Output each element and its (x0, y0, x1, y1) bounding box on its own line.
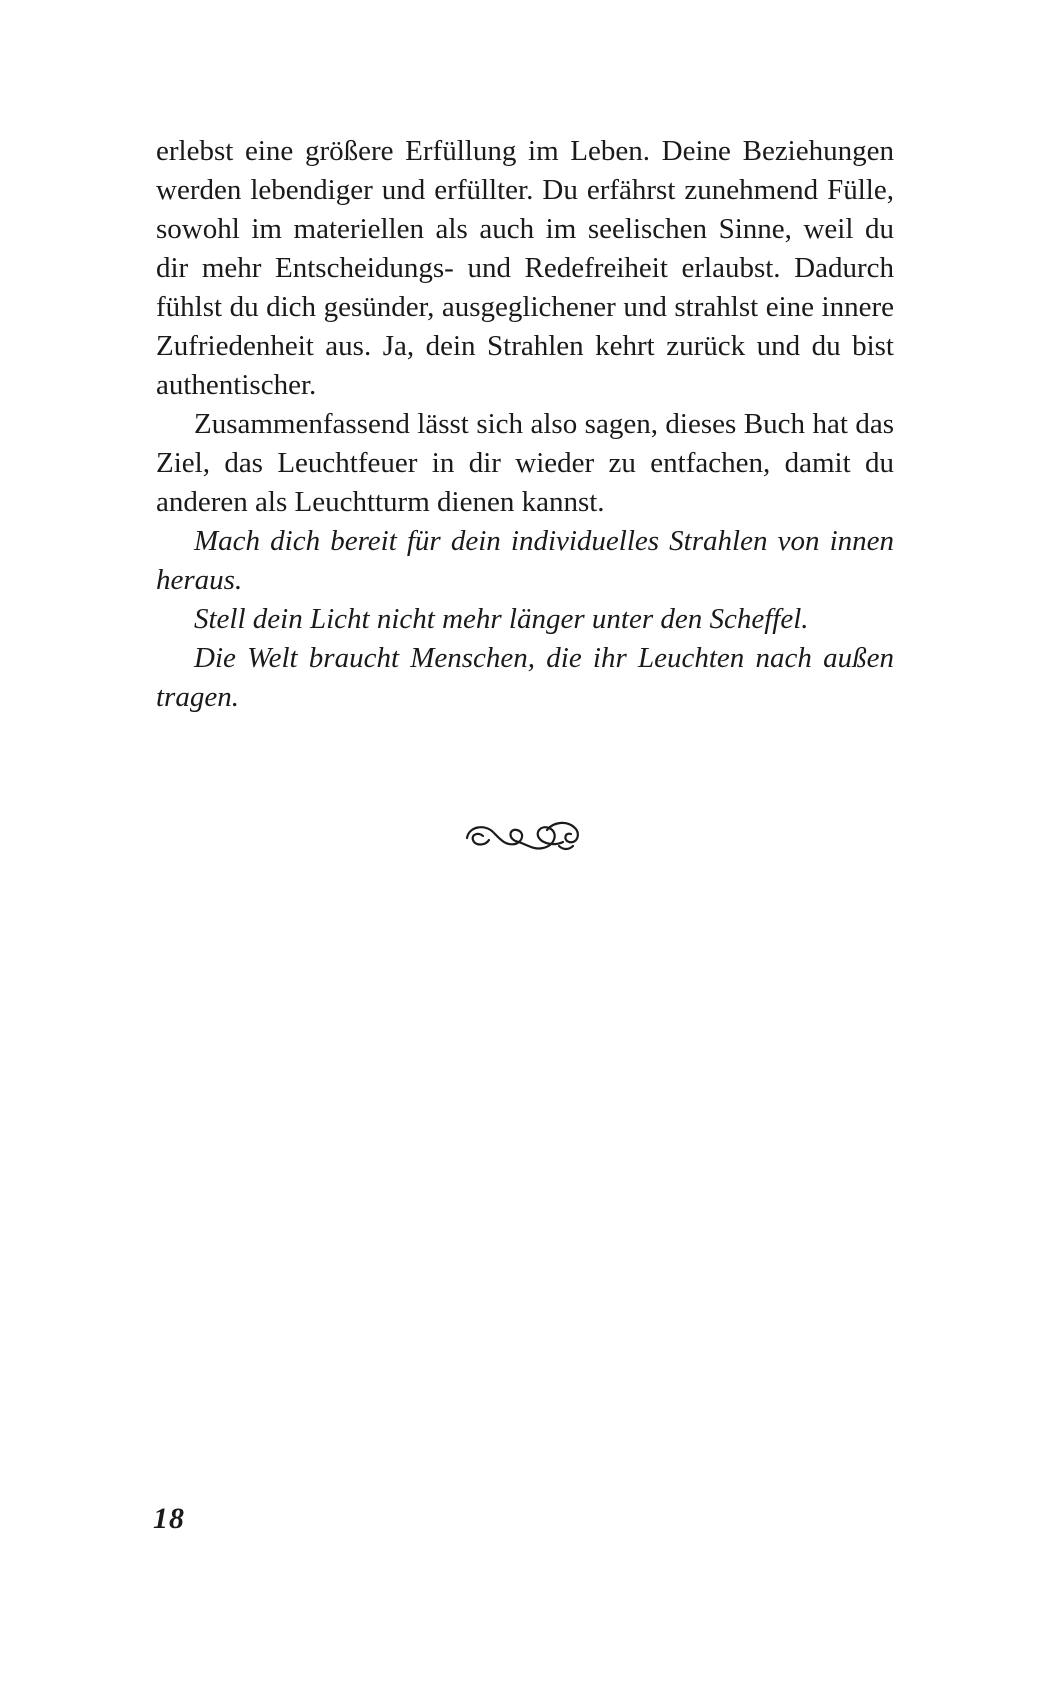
page-number: 18 (153, 1502, 185, 1535)
italic-line-world: Die Welt braucht Menschen, die ihr Leuchten nach außen tragen. (156, 642, 894, 713)
paragraph-summary: Zusammenfassend lässt sich also sagen, dieses Buch hat das Ziel, das Leuchtfeuer in dir wieder zu entfachen, damit du anderen als Leuchtturm dienen kannst. (156, 408, 894, 518)
body-text (156, 132, 894, 717)
paragraph-fulfillment: erlebst eine größere Erfüllung im Leben. Deine Beziehungen werden lebendiger und erfüllter. Du erfährst zunehmend Fülle, sowohl im materiellen als auch im seelischen Sinne, weil du dir mehr Entscheidungs- und Redefreiheit erlaubst. Dadurch fühlst du dich gesünder, ausgeglichener und strahlst eine innere Zufriedenheit aus. Ja, dein Strahlen kehrt zurück und du bist authentischer. (156, 135, 894, 401)
flourish-ornament-icon (463, 816, 585, 856)
italic-line-light: Stell dein Licht nicht mehr länger unter den Scheffel. (194, 603, 809, 635)
italic-line-prepare: Mach dich bereit für dein individuelles Strahlen von innen heraus. (156, 525, 894, 596)
